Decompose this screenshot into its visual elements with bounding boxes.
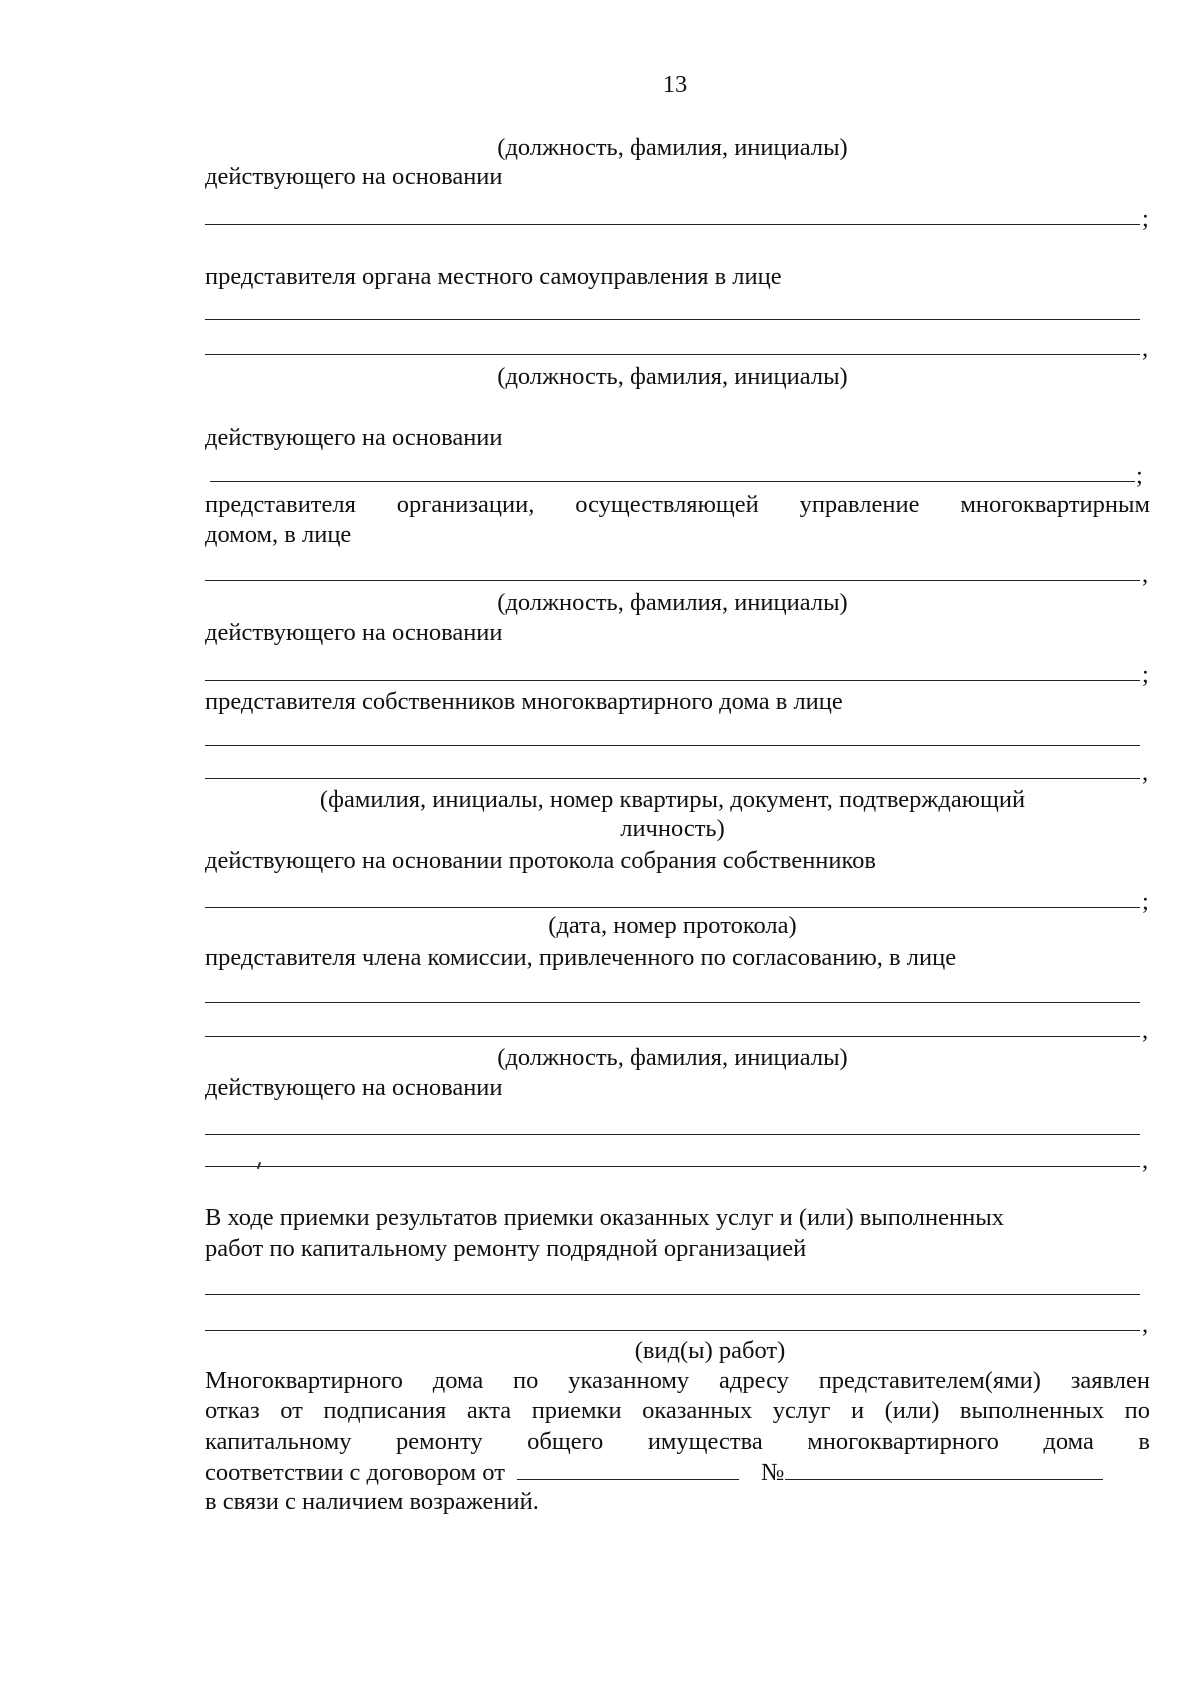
caption-position-1: (должность, фамилия, инициалы): [497, 134, 848, 161]
comma-1: ,: [1142, 335, 1149, 362]
caption-owner-line2: личность): [620, 815, 725, 842]
caption-owner-line1: (фамилия, инициалы, номер квартиры, документ, подтверждающий: [319, 786, 1026, 813]
refusal-line1: Многоквартирного дома по указанному адресу представителем(ями) заявлен: [205, 1367, 1150, 1394]
fill-line-basis-3[interactable]: [205, 680, 1140, 681]
fill-line-commission-2[interactable]: [205, 1036, 1140, 1037]
comma-2: ,: [1142, 561, 1149, 588]
fill-line-local-gov-1[interactable]: [205, 319, 1140, 320]
refusal-line4: [205, 1457, 1103, 1488]
comma-4: ,: [1142, 1017, 1149, 1044]
rep-mgmt-line2: домом, в лице: [205, 521, 352, 548]
acting-basis-protocol: действующего на основании протокола собрания собственников: [205, 847, 876, 874]
acting-basis-4: действующего на основании: [205, 1074, 503, 1101]
caption-position-4: (должность, фамилия, инициалы): [497, 1044, 848, 1071]
semicolon-4: ;: [1142, 888, 1149, 915]
contract-prefix: соответствии с договором от: [205, 1459, 505, 1486]
inspection-line1: В ходе приемки результатов приемки оказанных услуг и (или) выполненных: [205, 1204, 1004, 1231]
semicolon-2: ;: [1136, 462, 1143, 489]
caption-position-2: (должность, фамилия, инициалы): [497, 363, 848, 390]
fill-line-works-1[interactable]: [205, 1294, 1140, 1295]
number-sign: №: [761, 1459, 785, 1486]
caption-protocol: (дата, номер протокола): [548, 912, 797, 939]
inspection-line2: работ по капитальному ремонту подрядной организацией: [205, 1235, 807, 1262]
page-number: 13: [662, 71, 688, 98]
acting-basis-3: действующего на основании: [205, 619, 503, 646]
refusal-line5: в связи с наличием возражений.: [205, 1488, 539, 1515]
fill-line-basis-4b[interactable]: [205, 1166, 1140, 1167]
refusal-line3: капитальному ремонту общего имущества многоквартирного дома в: [205, 1428, 1150, 1455]
fill-line-basis-1[interactable]: [205, 224, 1140, 225]
fill-line-commission-1[interactable]: [205, 1002, 1140, 1003]
rep-owners-label: представителя собственников многоквартирного дома в лице: [205, 688, 843, 715]
rep-commission-label: представителя члена комиссии, привлеченного по согласованию, в лице: [205, 944, 957, 971]
contract-number-field[interactable]: [785, 1457, 1103, 1480]
acting-basis-1: действующего на основании: [205, 163, 503, 190]
fill-line-basis-4a[interactable]: [205, 1134, 1140, 1135]
semicolon-1: ;: [1142, 205, 1149, 232]
acting-basis-2: действующего на основании: [205, 424, 503, 451]
refusal-line2: отказ от подписания акта приемки оказанных услуг и (или) выполненных по: [205, 1397, 1150, 1424]
fill-line-basis-2[interactable]: [210, 481, 1135, 482]
comma-6: ,: [1142, 1311, 1149, 1338]
fill-line-mgmt[interactable]: [205, 580, 1140, 581]
semicolon-3: ;: [1142, 661, 1149, 688]
contract-date-field[interactable]: [517, 1457, 739, 1480]
fill-line-works-2[interactable]: [205, 1330, 1140, 1331]
comma-3: ,: [1142, 759, 1149, 786]
caption-position-3: (должность, фамилия, инициалы): [497, 589, 848, 616]
rep-local-gov-label: представителя органа местного самоуправления в лице: [205, 263, 782, 290]
caption-works: (вид(ы) работ): [634, 1337, 786, 1364]
fill-line-owners-2[interactable]: [205, 778, 1140, 779]
fill-line-owners-1[interactable]: [205, 745, 1140, 746]
fill-line-protocol[interactable]: [205, 907, 1140, 908]
fill-line-local-gov-2[interactable]: [205, 354, 1140, 355]
rep-mgmt-line1: представителя организации, осуществляющей управление многоквартирным: [205, 491, 1150, 518]
comma-5: ,: [1142, 1147, 1149, 1174]
